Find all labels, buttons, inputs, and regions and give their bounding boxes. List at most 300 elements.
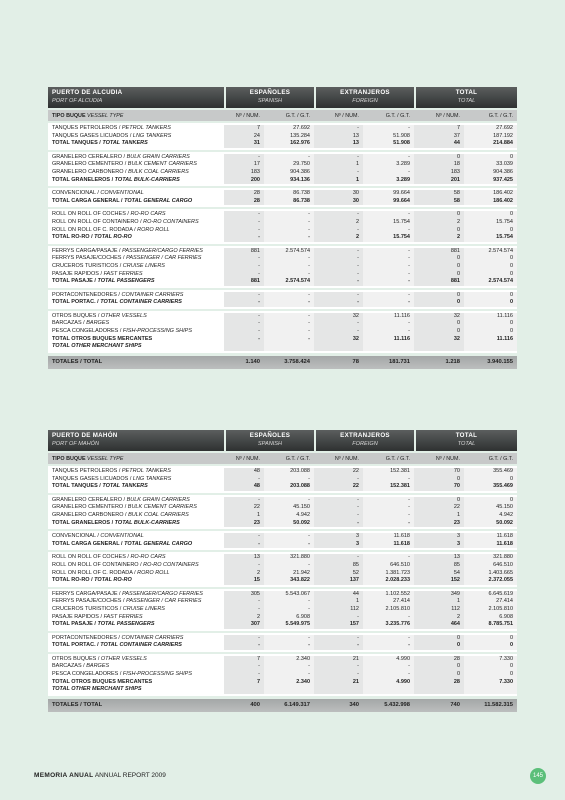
column-subheader bbox=[48, 110, 517, 121]
row-value: 23 bbox=[224, 520, 264, 528]
row-value: - bbox=[363, 154, 414, 162]
group-title: ESPAÑOLES bbox=[249, 89, 291, 96]
row-value: 2 bbox=[414, 219, 464, 227]
row-label-en: BARGES bbox=[86, 320, 110, 327]
row-label-en: TOTAL BULK-CARRIERS bbox=[114, 519, 180, 526]
row-value: 0 bbox=[414, 497, 464, 505]
table-row bbox=[48, 177, 517, 185]
row-label-en: BULK GRAIN CARRIERS bbox=[126, 496, 190, 503]
grand-total-value: 400 bbox=[250, 702, 260, 709]
row-label-es: PORTACONTENEDORES / bbox=[52, 291, 122, 298]
row-label bbox=[48, 140, 224, 148]
row-value: 22 bbox=[314, 468, 363, 476]
row-label-en: PASSENGER / CAR FERRIES bbox=[126, 598, 202, 605]
row-value bbox=[464, 343, 517, 351]
row-label-en: CRUISE LINERS bbox=[122, 262, 165, 269]
row-value bbox=[314, 686, 363, 694]
row-value: 2 bbox=[314, 219, 363, 227]
row-value: 32 bbox=[314, 313, 363, 321]
row-value: 2.574.574 bbox=[464, 278, 517, 286]
num-header: Nº / NUM. bbox=[235, 455, 260, 462]
row-value: 21.942 bbox=[264, 570, 314, 578]
row-label-es: TANQUES PETROLEROS / bbox=[52, 468, 122, 474]
row-value: 11.618 bbox=[464, 541, 517, 549]
grand-total-value: 181.731 bbox=[389, 359, 410, 366]
table-row bbox=[48, 343, 517, 351]
row-value: - bbox=[264, 642, 314, 650]
row-value: - bbox=[314, 635, 363, 643]
row-value: - bbox=[314, 497, 363, 505]
row-value: - bbox=[224, 671, 264, 679]
group-header-extranjeros bbox=[316, 430, 414, 451]
row-value: 6.908 bbox=[464, 614, 517, 622]
table-row bbox=[48, 211, 517, 219]
row-value: - bbox=[264, 255, 314, 263]
row-value: 27.414 bbox=[464, 598, 517, 606]
row-label-es: TOTAL GRANELEROS / bbox=[52, 519, 115, 526]
row-value: - bbox=[314, 227, 363, 235]
row-label bbox=[48, 512, 224, 520]
row-label-en: PASSENGER / CAR FERRIES bbox=[126, 255, 202, 262]
table-row bbox=[48, 299, 517, 307]
row-value: 6.645.619 bbox=[464, 591, 517, 599]
grand-total-value: 11.582.315 bbox=[484, 702, 513, 709]
row-value: 3 bbox=[414, 541, 464, 549]
row-value: - bbox=[314, 154, 363, 162]
row-value: 2 bbox=[224, 570, 264, 578]
row-value: 183 bbox=[414, 169, 464, 177]
row-value: 4.990 bbox=[363, 656, 414, 664]
row-value: 2.105.810 bbox=[464, 606, 517, 614]
row-label bbox=[48, 504, 224, 512]
row-value: 0 bbox=[464, 263, 517, 271]
row-value: - bbox=[314, 248, 363, 256]
row-value: 85 bbox=[314, 562, 363, 570]
row-label-en: PASSENGER/CARGO FERRIES bbox=[122, 590, 203, 597]
row-value: - bbox=[264, 336, 314, 344]
row-label-en: TOTAL PASSENGERS bbox=[97, 278, 155, 285]
row-value: - bbox=[314, 671, 363, 679]
group-subtitle: TOTAL bbox=[457, 441, 476, 447]
row-value: - bbox=[314, 642, 363, 650]
row-label bbox=[48, 570, 224, 578]
row-value: 0 bbox=[464, 320, 517, 328]
row-value: 343.822 bbox=[264, 577, 314, 585]
row-value: 22 bbox=[414, 504, 464, 512]
row-label-en: BULK GRAIN CARRIERS bbox=[126, 153, 190, 160]
footer bbox=[34, 772, 166, 779]
row-value: - bbox=[224, 635, 264, 643]
row-label bbox=[48, 635, 224, 643]
grand-total-label: TOTALES / TOTAL bbox=[52, 359, 103, 366]
row-value: 4.942 bbox=[264, 512, 314, 520]
row-value: - bbox=[264, 671, 314, 679]
row-label-en: BULK COAL CARRIERS bbox=[128, 168, 189, 175]
gt-header: G.T. / G.T. bbox=[488, 455, 513, 462]
table-section bbox=[48, 654, 517, 696]
row-value: 5.549.975 bbox=[264, 621, 314, 629]
group-subtitle: SPANISH bbox=[257, 441, 283, 447]
row-value bbox=[224, 343, 264, 351]
row-value: 0 bbox=[464, 497, 517, 505]
row-value: - bbox=[363, 520, 414, 528]
row-value: 0 bbox=[464, 211, 517, 219]
table-row bbox=[48, 533, 517, 541]
table-row bbox=[48, 621, 517, 629]
row-value: 0 bbox=[464, 476, 517, 484]
row-label bbox=[48, 328, 224, 336]
row-value: 21 bbox=[314, 679, 363, 687]
group-header-total bbox=[416, 430, 517, 451]
table-row bbox=[48, 591, 517, 599]
row-value: 349 bbox=[414, 591, 464, 599]
row-value: - bbox=[264, 292, 314, 300]
table-row bbox=[48, 562, 517, 570]
group-title: EXTRANJEROS bbox=[340, 89, 390, 96]
row-value: - bbox=[224, 562, 264, 570]
row-label-en: TOTAL RO-RO bbox=[94, 234, 132, 241]
row-value: 27.414 bbox=[363, 598, 414, 606]
row-value: 2.372.055 bbox=[464, 577, 517, 585]
table-row bbox=[48, 606, 517, 614]
table-row bbox=[48, 671, 517, 679]
row-value: 3 bbox=[314, 541, 363, 549]
table-row bbox=[48, 278, 517, 286]
row-label-es: PORTACONTENEDORES / bbox=[52, 634, 122, 641]
row-value: 305 bbox=[224, 591, 264, 599]
row-value: - bbox=[363, 125, 414, 133]
row-value: 45.150 bbox=[464, 504, 517, 512]
row-label-es: OTROS BUQUES / bbox=[52, 312, 101, 319]
row-value: - bbox=[264, 313, 314, 321]
row-value: 0 bbox=[464, 663, 517, 671]
row-label bbox=[48, 562, 224, 570]
row-value: 200 bbox=[224, 177, 264, 185]
row-value: 6.908 bbox=[264, 614, 314, 622]
row-label-en: BULK COAL CARRIERS bbox=[128, 511, 189, 518]
row-value: - bbox=[314, 328, 363, 336]
table-row bbox=[48, 577, 517, 585]
row-value: - bbox=[264, 299, 314, 307]
row-label-en: PETROL TANKERS bbox=[121, 125, 171, 131]
group-title: TOTAL bbox=[455, 89, 478, 96]
table-row bbox=[48, 642, 517, 650]
row-value: 4.942 bbox=[464, 512, 517, 520]
row-value: 11.116 bbox=[363, 336, 414, 344]
vessel-type-label: TIPO BUQUE bbox=[52, 112, 86, 119]
row-value: 0 bbox=[414, 320, 464, 328]
row-value: 3 bbox=[414, 533, 464, 541]
row-value: - bbox=[363, 263, 414, 271]
row-value: 44 bbox=[414, 140, 464, 148]
row-value: 33.039 bbox=[464, 161, 517, 169]
row-value: - bbox=[224, 255, 264, 263]
row-value: 0 bbox=[464, 271, 517, 279]
row-label bbox=[48, 234, 224, 242]
row-value: - bbox=[224, 328, 264, 336]
row-label-en: PASSENGER/CARGO FERRIES bbox=[122, 247, 203, 254]
row-value: 28 bbox=[414, 656, 464, 664]
row-value: 186.402 bbox=[464, 198, 517, 206]
row-value: - bbox=[363, 554, 414, 562]
row-label-es: CRUCEROS TURISTICOS / bbox=[52, 605, 123, 612]
group-subtitle: FOREIGN bbox=[352, 441, 378, 447]
row-value: 0 bbox=[464, 154, 517, 162]
row-value: - bbox=[264, 234, 314, 242]
row-value: - bbox=[224, 292, 264, 300]
row-label bbox=[48, 125, 224, 133]
row-value: 7 bbox=[414, 125, 464, 133]
row-value bbox=[363, 686, 414, 694]
row-label bbox=[48, 198, 224, 206]
row-label-en: RO-RO CARS bbox=[130, 554, 166, 561]
page-number: 145 bbox=[530, 768, 546, 784]
row-value: 307 bbox=[224, 621, 264, 629]
table-row bbox=[48, 140, 517, 148]
row-value: 2.105.810 bbox=[363, 606, 414, 614]
row-value: 7 bbox=[224, 125, 264, 133]
row-label-en: TOTAL CONTAINER CARRIERS bbox=[100, 642, 182, 649]
row-value: - bbox=[363, 211, 414, 219]
row-value: - bbox=[224, 541, 264, 549]
grand-total-row bbox=[48, 356, 517, 369]
row-value: 13 bbox=[314, 133, 363, 141]
row-value: 3.289 bbox=[363, 177, 414, 185]
row-value: - bbox=[314, 476, 363, 484]
row-label-es: ROLL ON ROLL OF COCHES / bbox=[52, 211, 131, 218]
row-value: - bbox=[264, 263, 314, 271]
row-value: 0 bbox=[464, 227, 517, 235]
row-value bbox=[264, 343, 314, 351]
row-value: 1 bbox=[314, 161, 363, 169]
row-label-en: CONVENTIONAL bbox=[100, 190, 144, 197]
row-label bbox=[48, 520, 224, 528]
row-value: 1 bbox=[414, 598, 464, 606]
row-value: 0 bbox=[414, 635, 464, 643]
row-value: - bbox=[224, 313, 264, 321]
row-value: 22 bbox=[314, 483, 363, 491]
row-label-es: GRANELERO CEREALERO / bbox=[52, 496, 127, 503]
row-value: - bbox=[264, 227, 314, 235]
row-label-en: CONTAINER CARRIERS bbox=[121, 634, 184, 641]
row-label-es: TOTAL OTROS BUQUES MERCANTES bbox=[52, 678, 153, 685]
table-row bbox=[48, 125, 517, 133]
row-value: - bbox=[264, 320, 314, 328]
grand-total-label: TOTALES / TOTAL bbox=[52, 702, 103, 709]
table-row bbox=[48, 679, 517, 687]
row-value: 70 bbox=[414, 483, 464, 491]
row-value: - bbox=[224, 234, 264, 242]
row-value: - bbox=[224, 271, 264, 279]
row-value: 0 bbox=[414, 271, 464, 279]
gt-header: G.T. / G.T. bbox=[285, 112, 310, 119]
row-value: - bbox=[363, 663, 414, 671]
row-value: - bbox=[363, 320, 414, 328]
row-label-es: PASAJE RAPIDOS / bbox=[52, 270, 104, 277]
table-row bbox=[48, 512, 517, 520]
row-value: 0 bbox=[464, 328, 517, 336]
row-label-en: RO-RO CONTAINERS bbox=[143, 218, 199, 225]
row-value: - bbox=[314, 271, 363, 279]
row-value: 18 bbox=[414, 161, 464, 169]
row-value bbox=[314, 343, 363, 351]
row-value: - bbox=[314, 211, 363, 219]
row-value: - bbox=[363, 497, 414, 505]
row-label-es: FERRYS CARGA/PASAJE / bbox=[52, 247, 123, 254]
row-value: 0 bbox=[464, 671, 517, 679]
row-label-en: RORO ROLL bbox=[137, 569, 170, 576]
row-value: - bbox=[264, 328, 314, 336]
row-label-en: TOTAL TANKERS bbox=[102, 140, 148, 147]
row-value: - bbox=[314, 512, 363, 520]
row-value: 881 bbox=[414, 278, 464, 286]
row-value: 0 bbox=[414, 328, 464, 336]
row-value: 30 bbox=[314, 190, 363, 198]
row-value: 881 bbox=[224, 248, 264, 256]
row-value: 32 bbox=[314, 336, 363, 344]
row-label-es: CONVENCIONAL / bbox=[52, 533, 101, 540]
row-value: 32 bbox=[414, 313, 464, 321]
row-value: - bbox=[224, 533, 264, 541]
row-value: 0 bbox=[414, 292, 464, 300]
row-value: - bbox=[224, 211, 264, 219]
row-label-es: PESCA CONGELADORES / bbox=[52, 671, 123, 678]
row-value: 31 bbox=[224, 140, 264, 148]
table-section bbox=[48, 589, 517, 631]
row-value: 21 bbox=[314, 656, 363, 664]
row-label bbox=[48, 177, 224, 185]
row-value: 2.574.574 bbox=[264, 278, 314, 286]
row-value: 11.116 bbox=[464, 336, 517, 344]
row-value: 152.381 bbox=[363, 468, 414, 476]
row-label-en: CONVENTIONAL bbox=[100, 533, 144, 540]
row-value: 70 bbox=[414, 468, 464, 476]
row-value: 2.574.574 bbox=[264, 248, 314, 256]
row-value: 1.381.723 bbox=[363, 570, 414, 578]
row-value: 0 bbox=[414, 154, 464, 162]
row-value: 203.088 bbox=[264, 483, 314, 491]
row-value: 937.425 bbox=[464, 177, 517, 185]
row-value: 0 bbox=[414, 642, 464, 650]
row-label-es: TOTAL RO-RO / bbox=[52, 577, 95, 584]
row-value: - bbox=[224, 299, 264, 307]
row-label-es: FERRYS PASAJE/COCHES / bbox=[52, 255, 127, 262]
row-label-en: CRUISE LINERS bbox=[122, 605, 165, 612]
row-value bbox=[464, 686, 517, 694]
table-row bbox=[48, 227, 517, 235]
grand-total-row bbox=[48, 699, 517, 712]
row-value: - bbox=[224, 263, 264, 271]
row-label-es: TOTAL TANQUES / bbox=[52, 140, 103, 147]
row-value: 0 bbox=[464, 255, 517, 263]
row-value: - bbox=[224, 227, 264, 235]
table-row bbox=[48, 320, 517, 328]
grand-total-value: 740 bbox=[450, 702, 460, 709]
num-header: Nº / NUM. bbox=[435, 112, 460, 119]
group-header-total bbox=[416, 87, 517, 108]
row-value: 85 bbox=[414, 562, 464, 570]
row-label bbox=[48, 248, 224, 256]
row-value: - bbox=[363, 671, 414, 679]
table-row bbox=[48, 476, 517, 484]
row-label bbox=[48, 211, 224, 219]
row-label-en: FISH-PROCESSING SHIPS bbox=[122, 671, 192, 678]
row-value: 27.692 bbox=[264, 125, 314, 133]
row-value: 48 bbox=[224, 468, 264, 476]
row-value: 2.574.574 bbox=[464, 248, 517, 256]
row-label-en: OTHER VESSELS bbox=[100, 312, 147, 319]
row-label bbox=[48, 161, 224, 169]
table-row bbox=[48, 686, 517, 694]
row-label bbox=[48, 169, 224, 177]
row-value: 355.469 bbox=[464, 468, 517, 476]
row-value bbox=[363, 343, 414, 351]
table-alcudia bbox=[48, 87, 517, 369]
group-header-espanoles bbox=[226, 430, 314, 451]
table-section bbox=[48, 466, 517, 493]
row-value: - bbox=[314, 554, 363, 562]
row-value: - bbox=[314, 663, 363, 671]
row-label bbox=[48, 554, 224, 562]
row-value: 0 bbox=[414, 671, 464, 679]
row-value: - bbox=[264, 541, 314, 549]
row-value bbox=[414, 686, 464, 694]
row-value: - bbox=[363, 614, 414, 622]
table-section bbox=[48, 152, 517, 186]
table-row bbox=[48, 219, 517, 227]
row-value: 15.754 bbox=[363, 234, 414, 242]
row-value: 50.092 bbox=[264, 520, 314, 528]
row-label-en: TOTAL PASSENGERS bbox=[97, 621, 155, 628]
row-label-en: FAST FERRIES bbox=[103, 613, 143, 620]
footer-title: MEMORIA ANUAL bbox=[34, 772, 94, 779]
row-value: - bbox=[314, 169, 363, 177]
table-row bbox=[48, 663, 517, 671]
row-value: 48 bbox=[224, 483, 264, 491]
row-value: 28 bbox=[224, 198, 264, 206]
row-value: 13 bbox=[224, 554, 264, 562]
row-label-es: BARCAZAS / bbox=[52, 663, 87, 670]
row-value: 17 bbox=[224, 161, 264, 169]
row-label-en: TOTAL OTHER MERCHANT SHIPS bbox=[52, 343, 142, 350]
row-value: 8.785.751 bbox=[464, 621, 517, 629]
row-label bbox=[48, 227, 224, 235]
table-row bbox=[48, 483, 517, 491]
row-value: 646.510 bbox=[464, 562, 517, 570]
row-value: - bbox=[224, 336, 264, 344]
row-label-es: TOTAL PORTAC. / bbox=[52, 642, 101, 649]
row-value: 0 bbox=[414, 663, 464, 671]
row-value: 27.692 bbox=[464, 125, 517, 133]
row-value: 24 bbox=[224, 133, 264, 141]
row-label-es: TOTAL OTROS BUQUES MERCANTES bbox=[52, 335, 153, 342]
row-value: 0 bbox=[414, 263, 464, 271]
row-label-es: ROLL ON ROLL OF CONTAINERO / bbox=[52, 218, 144, 225]
row-value: - bbox=[363, 328, 414, 336]
row-label bbox=[48, 686, 224, 694]
row-value: - bbox=[363, 271, 414, 279]
row-value: 186.402 bbox=[464, 190, 517, 198]
table-row bbox=[48, 248, 517, 256]
row-value: - bbox=[264, 635, 314, 643]
table-header bbox=[48, 87, 517, 108]
row-value: - bbox=[264, 271, 314, 279]
table-row bbox=[48, 263, 517, 271]
row-label-en: OTHER VESSELS bbox=[100, 655, 147, 662]
row-label bbox=[48, 320, 224, 328]
row-value: - bbox=[363, 504, 414, 512]
row-value: 7 bbox=[224, 679, 264, 687]
